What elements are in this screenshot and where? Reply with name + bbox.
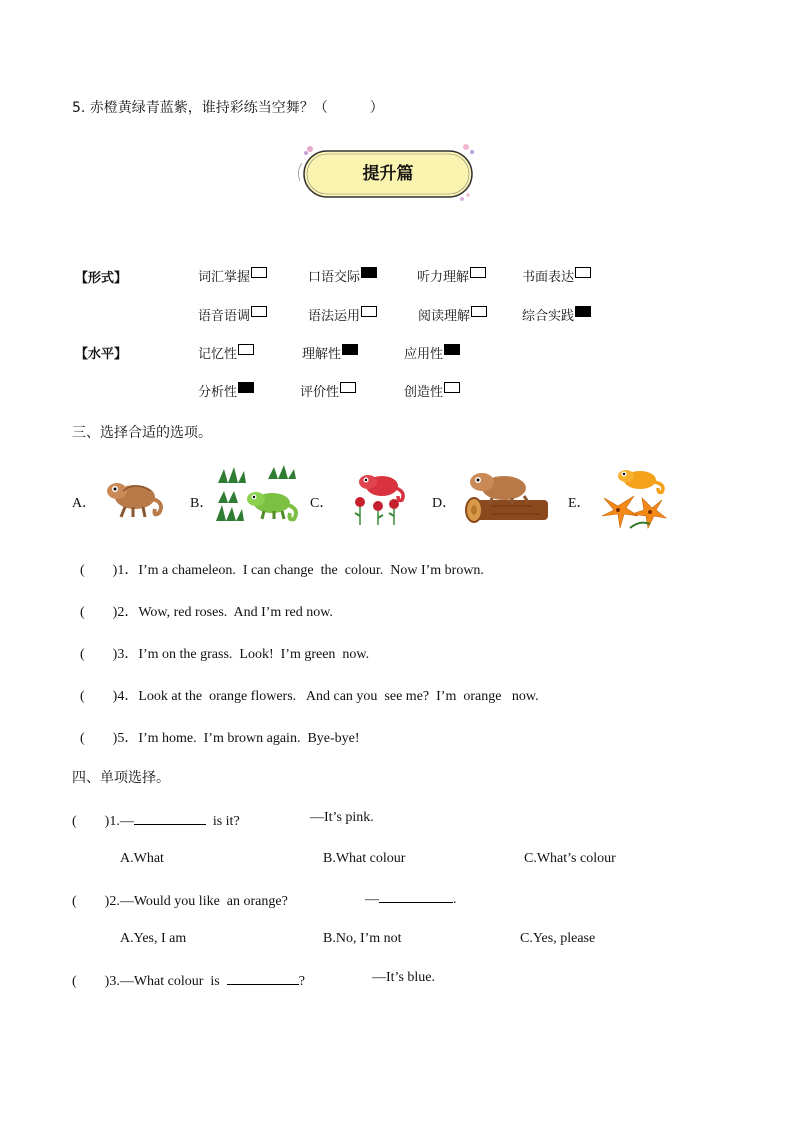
s4-q1-choice-b: B.What colour — [323, 851, 406, 866]
answer-paren[interactable]: ( ) — [80, 731, 118, 746]
answer-paren[interactable]: ( ) — [80, 605, 118, 620]
s3-question-2: ( )2．Wow, red roses. And I’m red now. — [80, 605, 333, 620]
checkbox — [471, 306, 487, 317]
form-item-listening: 听力理解 — [417, 266, 486, 285]
checkbox — [238, 382, 254, 393]
question-5: 5. 赤橙黄绿青蓝紫，谁持彩练当空舞？（ ） — [72, 100, 384, 116]
s4-q1-choice-c: C.What’s colour — [524, 851, 616, 866]
answer-paren[interactable]: ( ) — [72, 974, 110, 989]
s4-q2-answer: — . — [365, 892, 457, 907]
answer-paren[interactable]: ( ) — [80, 647, 118, 662]
level-item-analysis: 分析性 — [198, 381, 254, 400]
section-3-title: 三、选择合适的选项。 — [72, 425, 212, 441]
level-item-evaluation: 评价性 — [300, 381, 356, 400]
s4-question-2: ( )2.—Would you like an orange? — [72, 894, 288, 909]
banner-title: 提升篇 — [362, 164, 414, 184]
s4-question-3: ( )3.—What colour is ? — [72, 974, 305, 989]
level-item-application: 应用性 — [404, 343, 460, 362]
checkbox — [251, 267, 267, 278]
option-b-label: B． — [190, 496, 214, 511]
s3-question-3: ( )3．I’m on the grass. Look! I’m green now. — [80, 647, 370, 662]
form-item-vocab: 词汇掌握 — [198, 266, 267, 285]
level-item-creativity: 创造性 — [404, 381, 460, 400]
s4-q3-answer: —It’s blue. — [372, 970, 435, 985]
fill-blank[interactable] — [134, 812, 206, 825]
checkbox — [575, 267, 591, 278]
checkbox — [361, 267, 377, 278]
form-item-pronunciation: 语音语调 — [198, 305, 267, 324]
s3-question-4: ( )4．Look at the orange flowers. And can you see me? I’m orange now. — [80, 689, 539, 704]
s4-question-1: ( )1.— is it? — [72, 814, 240, 829]
chameleon-green-grass-icon — [214, 463, 302, 523]
answer-paren[interactable]: ( ) — [80, 689, 118, 704]
s3-question-5: ( )5．I’m home. I’m brown again. Bye-bye! — [80, 731, 360, 746]
checkbox — [342, 344, 358, 355]
option-c-label: C． — [310, 496, 334, 511]
checkbox — [251, 306, 267, 317]
s4-q2-choice-b: B.No, I’m not — [323, 931, 402, 946]
answer-paren[interactable]: ( ) — [80, 563, 118, 578]
checkbox — [444, 382, 460, 393]
s4-q1-choice-a: A.What — [120, 851, 164, 866]
answer-paren[interactable]: ( ) — [72, 894, 110, 909]
option-e-label: E． — [568, 496, 591, 511]
form-item-grammar: 语法运用 — [308, 305, 377, 324]
checkbox — [238, 344, 254, 355]
form-item-reading: 阅读理解 — [418, 305, 487, 324]
chameleon-brown-icon — [103, 473, 167, 521]
fill-blank[interactable] — [379, 890, 453, 903]
chameleon-orange-flowers-icon — [594, 462, 674, 534]
checkbox — [340, 382, 356, 393]
checkbox — [361, 306, 377, 317]
s4-q2-choice-c: C.Yes, please — [520, 931, 596, 946]
level-item-understanding: 理解性 — [302, 343, 358, 362]
checkbox — [575, 306, 591, 317]
form-item-writing: 书面表达 — [522, 266, 591, 285]
level-tag: 【水平】 — [75, 347, 128, 362]
chameleon-brown-log-icon — [462, 466, 550, 526]
option-d-label: D． — [432, 496, 457, 511]
checkbox — [444, 344, 460, 355]
chameleon-red-roses-icon — [348, 466, 408, 528]
checkbox — [470, 267, 486, 278]
fill-blank[interactable] — [227, 972, 299, 985]
level-item-memory: 记忆性 — [198, 343, 254, 362]
section-4-title: 四、单项选择。 — [72, 770, 170, 786]
s4-q1-answer: —It’s pink. — [310, 810, 374, 825]
form-tag: 【形式】 — [75, 271, 128, 286]
form-item-practice: 综合实践 — [522, 305, 591, 324]
form-item-speaking: 口语交际 — [308, 266, 377, 285]
answer-paren[interactable]: ( ) — [72, 814, 110, 829]
s3-question-1: ( )1．I’m a chameleon. I can change the colour. Now I’m brown. — [80, 563, 484, 578]
option-a-label: A． — [72, 496, 97, 511]
s4-q2-choice-a: A.Yes, I am — [120, 931, 187, 946]
